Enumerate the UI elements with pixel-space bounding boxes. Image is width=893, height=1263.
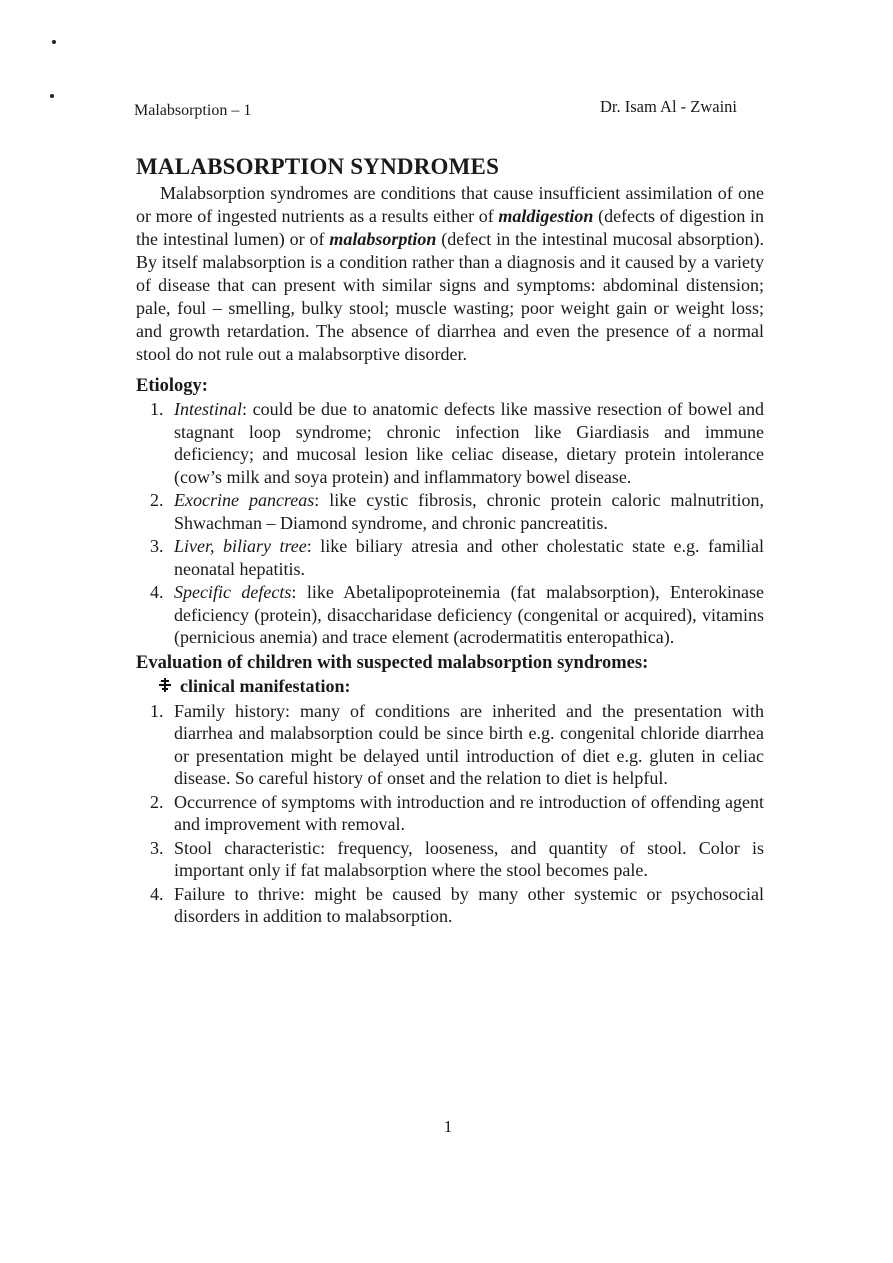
item-text: Stool characteristic: frequency, looseness, and quantity of stool. Color is important only if fat malabsorption where the stool becomes pale. bbox=[174, 837, 764, 880]
item-text: Family history: many of conditions are inherited and the presentation with diarrhea and malabsorption could be since birth e.g. congenital chloride diarrhea or presentation might be delayed until introduction of diet e.g. gluten in celiac disease. So careful history of onset and the relation to diet is helpful. bbox=[174, 700, 764, 788]
item-number: 1. bbox=[150, 700, 164, 721]
evaluation-item bbox=[136, 837, 764, 882]
item-term: Exocrine pancreas bbox=[174, 490, 315, 510]
evaluation-item bbox=[136, 883, 764, 928]
term-maldigestion: maldigestion bbox=[498, 206, 594, 226]
item-number: 2. bbox=[150, 791, 164, 812]
item-number: 2. bbox=[150, 490, 164, 510]
scan-speck bbox=[52, 40, 56, 44]
item-number: 3. bbox=[150, 536, 164, 556]
etiology-item bbox=[136, 581, 764, 649]
clinical-subheading bbox=[136, 675, 764, 700]
item-text: : like biliary atresia and other cholestatic state e.g. familial neonatal hepatitis. bbox=[174, 536, 764, 579]
etiology-list bbox=[136, 398, 764, 649]
bullet-icon bbox=[158, 677, 174, 700]
page-number: 1 bbox=[443, 1117, 453, 1136]
item-text: Occurrence of symptoms with introduction and re introduction of offending agent and improvement with removal. bbox=[174, 791, 764, 834]
item-number: 3. bbox=[150, 837, 164, 858]
evaluation-item bbox=[136, 700, 764, 790]
item-number: 4. bbox=[150, 883, 164, 904]
item-text: : could be due to anatomic defects like massive resection of bowel and stagnant loop syndrome; chronic infection like Giardiasis and immune deficiency; and mucosal lesion like celiac disease, dietary protein intolerance (cow’s milk and soya protein) and inflammatory bowel disease. bbox=[174, 399, 764, 487]
evaluation-list bbox=[136, 700, 764, 928]
item-text: : like Abetalipoproteinemia (fat malabsorption), Enterokinase deficiency (protein), disaccharidase deficiency (congenital or acquired), vitamins (pernicious anemia) and trace element (acrodermatitis enteropathica). bbox=[174, 582, 764, 647]
item-number: 4. bbox=[150, 582, 164, 602]
main-content bbox=[136, 152, 764, 929]
intro-text-1: Malabsorption syndromes are conditions that cause insufficient assimilation of one or more of ingested nutrients as a results either of bbox=[136, 183, 764, 226]
etiology-item bbox=[136, 489, 764, 534]
header-author: Dr. Isam Al - Zwaini bbox=[600, 97, 738, 116]
page-title: MALABSORPTION SYNDROMES bbox=[136, 154, 500, 179]
intro-text-2: (defects of digestion in the intestinal lumen) or of bbox=[136, 206, 764, 249]
evaluation-heading: Evaluation of children with suspected malabsorption syndromes: bbox=[136, 652, 649, 673]
item-text: : like cystic fibrosis, chronic protein caloric malnutrition, Shwachman – Diamond syndrome, and chronic pancreatitis. bbox=[174, 490, 764, 533]
evaluation-item bbox=[136, 791, 764, 836]
etiology-heading: Etiology: bbox=[136, 376, 208, 396]
intro-paragraph bbox=[136, 182, 764, 366]
intro-text-3: (defect in the intestinal mucosal absorption). By itself malabsorption is a condition rather than a diagnosis and it caused by a variety of disease that can present with similar signs and symptoms: abdominal distension; pale, foul – smelling, bulky stool; muscle wasting; poor weight gain or weight loss; and growth retardation. The absence of diarrhea and even the presence of a normal stool do not rule out a malabsorptive disorder. bbox=[136, 229, 765, 364]
clinical-subheading-text: clinical manifestation: bbox=[180, 675, 351, 696]
item-text: Failure to thrive: might be caused by many other systemic or psychosocial disorders in addition to malabsorption. bbox=[174, 883, 764, 926]
item-term: Specific defects bbox=[174, 582, 292, 602]
header-left: Malabsorption – 1 bbox=[134, 102, 252, 119]
etiology-item bbox=[136, 398, 764, 488]
item-term: Liver, biliary tree bbox=[174, 536, 307, 556]
item-term: Intestinal bbox=[174, 399, 242, 419]
etiology-item bbox=[136, 535, 764, 580]
term-malabsorption: malabsorption bbox=[329, 229, 437, 249]
scan-speck bbox=[50, 94, 54, 98]
item-number: 1. bbox=[150, 399, 164, 419]
